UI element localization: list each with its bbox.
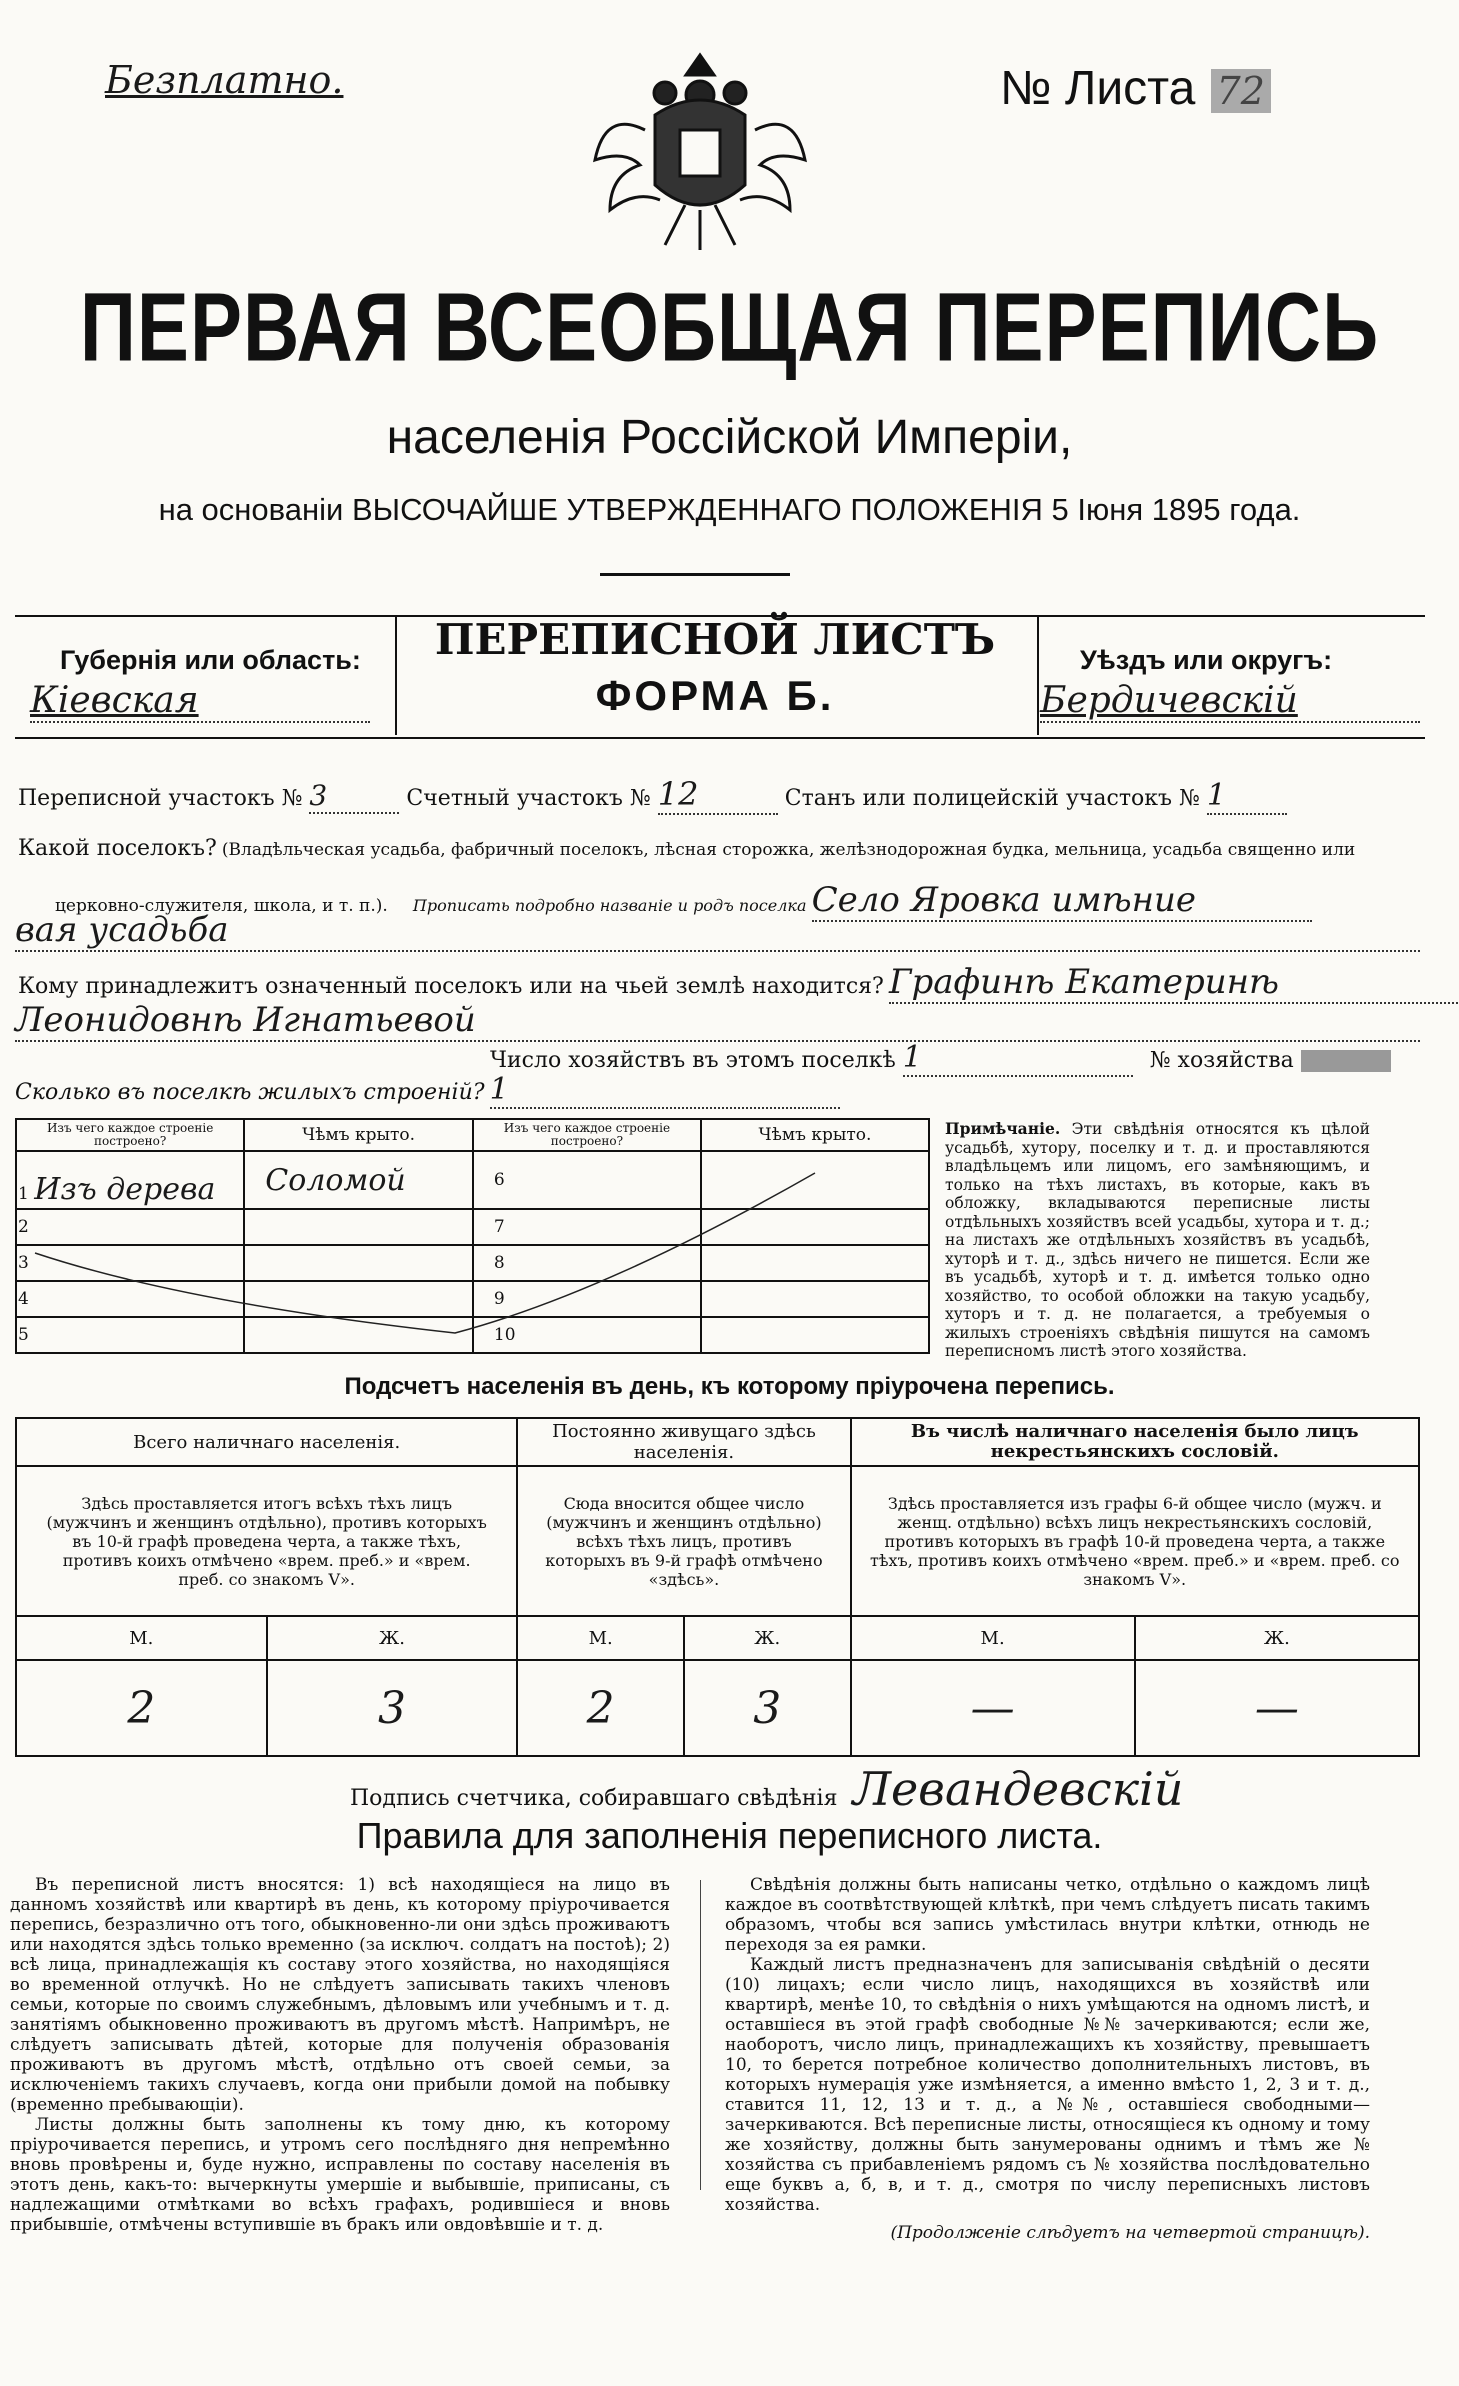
stan-value: 1: [1207, 778, 1287, 815]
census-area-line: [18, 775, 1418, 815]
imperial-eagle-emblem: [585, 35, 815, 265]
count-area-value: 12: [658, 775, 778, 815]
owner-value-1: Графинѣ Екатеринѣ: [889, 962, 1459, 1004]
value-cell: 3: [267, 1660, 518, 1756]
buildings-value: 1: [490, 1072, 840, 1109]
divider: [600, 573, 790, 576]
buildings-label: Сколько въ поселкѣ жилыхъ строеній?: [15, 1080, 485, 1105]
note-text: Эти свѣдѣнія относятся къ цѣлой усадьбѣ, хутору, поселку и т. д. и проставляются владѣльцемъ или лицомъ, его замѣняющимъ, и только на тѣхъ листахъ, въ которые, какъ въ обложку, вкладываются переписные листы отдѣльныхъ хозяйствъ всей усадьбы, хутора и т. д.; на листахъ же отдѣльныхъ хозяйствъ въ усадьбѣ, хуторѣ и т. д., здѣсь ничего не пишется. Если же въ усадьбѣ, хуторѣ и т. д. имѣется только одно хозяйство, то особой обложки на такую усадьбу, хуторъ и т. д. не полагается, а требуемыя о жилыхъ строеніяхъ свѣдѣнія пишутся на самомъ переписномъ листѣ этого хозяйства.: [945, 1120, 1370, 1360]
census-subtitle: населенія Россійской Имперіи,: [386, 411, 1073, 464]
m-label: М.: [16, 1616, 267, 1660]
col-c-title: Въ числѣ наличнаго населенія было лицъ некрестьянскихъ сословій.: [851, 1418, 1419, 1466]
signature-line: [350, 1762, 1183, 1816]
settlement-hint: (Владѣльческая усадьба, фабричный поселокъ, лѣсная сторожка, желѣзнодорожная будка, мельница, усадьба священно или: [221, 840, 1356, 860]
col-roof: Чѣмъ крыто.: [244, 1119, 473, 1151]
col-a-title: Всего наличнаго населенія.: [16, 1418, 517, 1466]
f-label: Ж.: [684, 1616, 851, 1660]
value-cell: —: [851, 1660, 1135, 1756]
province-label: Губернія или область:: [60, 645, 361, 675]
value-cell: 2: [16, 1660, 267, 1756]
owner-value-2: Леонидовнѣ Игнатьевой: [15, 1000, 1420, 1042]
signature-label: Подпись счетчика, собиравшаго свѣдѣнія: [350, 1786, 838, 1811]
note-label: Примѣчаніе.: [945, 1119, 1061, 1138]
province-value: Кіевская: [30, 680, 370, 723]
households-value: 1: [903, 1040, 1133, 1077]
household-no-label: № хозяйства: [1149, 1048, 1294, 1073]
value-cell: 2: [517, 1660, 684, 1756]
census-area-value: 3: [309, 779, 399, 814]
census-area-label: Переписной участокъ №: [18, 786, 303, 811]
settlement-label: Какой поселокъ?: [18, 836, 217, 861]
value-cell: —: [1135, 1660, 1419, 1756]
sheet-number-label: № Листа: [1000, 62, 1196, 115]
f-label: Ж.: [267, 1616, 518, 1660]
table-row: 3: [16, 1245, 244, 1281]
table-row: 1 Изъ дерева: [16, 1151, 244, 1209]
owner-line: [18, 962, 1438, 1004]
population-table: [15, 1417, 1420, 1757]
rules-left-p1: Въ переписной листъ вносятся: 1) всѣ находящіеся на лицо въ данномъ хозяйствѣ или квартирѣ въ день, къ которому пріурочивается перепись, безразлично отъ того, обыкновенно-ли они здѣсь проживаютъ или находятся здѣсь только временно (за исключ. солдатъ на постоѣ); 2) всѣ лица, принадлежащія къ составу этого хозяйства, но находящіяся во временной отлучкѣ. Но не слѣдуетъ записывать такихъ членовъ семьи, которые по своимъ служебнымъ, дѣловымъ или учебнымъ и т. д. занятіямъ обыкновенно проживаютъ въ другомъ мѣстѣ. Напримѣръ, не слѣдуетъ записывать дѣтей, которые для полученія образованія проживаютъ въ другомъ мѣстѣ, отдѣльно отъ своей семьи, за исключеніемъ такихъ случаевъ, когда они прибыли домой на побывку (временно пребывающіи).: [10, 1875, 670, 2115]
rules-continued: (Продолженіе слѣдуетъ на четвертой страницѣ).: [890, 2223, 1370, 2243]
m-label: М.: [851, 1616, 1135, 1660]
value-cell: 3: [684, 1660, 851, 1756]
roof-value: Соломой: [244, 1151, 473, 1209]
census-basis: на основаніи ВЫСОЧАЙШЕ УТВЕРЖДЕННАГО ПОЛОЖЕНІЯ 5 Іюня 1895 года.: [158, 492, 1301, 527]
form-name: ФОРМА Б.: [595, 672, 835, 719]
sheet-number: [1000, 60, 1271, 116]
signature-value: Левандевскій: [852, 1762, 1184, 1816]
col-c-text: Здѣсь проставляется изъ графы 6-й общее число (мужч. и женщ. отдѣльно) всѣхъ лицъ некрестьянскихъ сословій, противъ которыхъ въ графѣ 10-й проведена черта, а также тѣхъ, противъ коихъ отмѣчено «врем. преб.» и «врем. преб. со знакомъ V».: [851, 1466, 1419, 1616]
owner-label: Кому принадлежитъ означенный поселокъ или на чьей землѣ находится?: [18, 974, 884, 999]
buildings-line: [15, 1072, 840, 1109]
settlement-value-2: вая усадьба: [15, 910, 1420, 952]
rules-divider: [700, 1880, 701, 2190]
table-row: 7: [473, 1209, 701, 1245]
strike-through-lines: [15, 1118, 930, 1354]
population-heading: Подсчетъ населенія въ день, къ которому пріурочена перепись.: [344, 1373, 1115, 1400]
table-row: 8: [473, 1245, 701, 1281]
material-value: Изъ дерева: [34, 1172, 216, 1208]
rules-right-p2: Каждый листъ предназначенъ для записыванія свѣдѣній о десяти (10) лицахъ; если число лицъ, находящихся въ хозяйствѣ или квартирѣ, менѣе 10, то свѣдѣнія о нихъ умѣщаются на одномъ листѣ, и оставшіеся въ этой графѣ свободные №№ зачеркиваются; если же, наоборотъ, число лицъ, принадлежащихъ къ хозяйству, превышаетъ 10, то берется потребное количество дополнительныхъ листовъ, въ которыхъ нумерація уже измѣняется, а именно вмѣсто 1, 2, 3 и т. д., ставится 11, 12, 13 и т. д., а №№, оставшіеся свободными—зачеркиваются. Всѣ переписные листы, относящіеся къ одному и тому же хозяйству, должны быть занумерованы однимъ и тѣмъ же № хозяйства съ прибавленіемъ рядомъ съ № хозяйства послѣдовательно еще буквъ а, б, в, и т. д., смотря по числу переписныхъ листовъ хозяйства.: [725, 1955, 1370, 2215]
rules-right-p1: Свѣдѣнія должны быть написаны четко, отдѣльно о каждомъ лицѣ каждое въ соотвѣтствующей клѣткѣ, при чемъ слѣдуетъ писать такимъ образомъ, чтобы вся запись умѣстилась внутри клѣтки, отнюдь не переходя за ея рамки.: [725, 1875, 1370, 1955]
col-b-title: Постоянно живущаго здѣсь населенія.: [517, 1418, 850, 1466]
census-title: ПЕРВАЯ ВСЕОБЩАЯ ПЕРЕПИСЬ: [79, 271, 1380, 382]
district-label: Уѣздъ или округъ:: [1080, 645, 1333, 675]
table-row: 5: [16, 1317, 244, 1353]
rules-left-p2: Листы должны быть заполнены къ тому дню, къ которому пріурочивается перепись, и утромъ сего послѣдняго дня непремѣнно вновь провѣрены и, буде нужно, исправлены по составу населенія въ этотъ день, какъ-то: вычеркнуты умершіе и выбывшіе, приписаны, съ надлежащими отмѣтками во всѣхъ графахъ, родившіеся и вновь прибывшіе, отмѣчены вступившіе въ бракъ или овдовѣвшіе и т. д.: [10, 2115, 670, 2235]
table-row: 4: [16, 1281, 244, 1317]
note-block: [945, 1120, 1370, 1361]
sheet-number-value: 72: [1211, 69, 1271, 113]
count-area-label: Счетный участокъ №: [406, 786, 651, 811]
stan-label: Станъ или полицейскій участокъ №: [784, 786, 1200, 811]
col-b-text: Сюда вносится общее число (мужчинъ и женщинъ отдѣльно) всѣхъ тѣхъ лицъ, противъ которыхъ въ 9-й графѣ отмѣчено «здѣсь».: [517, 1466, 850, 1616]
free-label: Безплатно.: [105, 58, 344, 102]
settlement-instruction: Прописать подробно названіе и родъ поселка: [412, 896, 807, 915]
rules-right: [725, 1875, 1370, 2243]
f-label: Ж.: [1135, 1616, 1419, 1660]
m-label: М.: [517, 1616, 684, 1660]
table-row: 6: [473, 1151, 701, 1209]
settlement-value-1: Село Яровка имѣние: [812, 880, 1312, 922]
table-row: 9: [473, 1281, 701, 1317]
sheet-title: ПЕРЕПИСНОЙ ЛИСТЪ: [434, 615, 996, 664]
table-row: 2: [16, 1209, 244, 1245]
col-material-2: Изъ чего каждое строеніе построено?: [473, 1119, 701, 1151]
table-row: 10: [473, 1317, 701, 1353]
district-value: Бердичевскій: [1040, 680, 1420, 723]
col-a-text: Здѣсь проставляется итогъ всѣхъ тѣхъ лицъ (мужчинъ и женщинъ отдѣльно), противъ которыхъ въ 10-й графѣ проведена черта, а также тѣхъ, противъ коихъ отмѣчено «врем. преб.» и «врем. преб. со знакомъ V».: [16, 1466, 517, 1616]
households-label: Число хозяйствъ въ этомъ поселкѣ: [490, 1048, 896, 1073]
rules-title: Правила для заполненія переписного листа.: [356, 1815, 1103, 1856]
settlement-hint-2: церковно-служителя, школа, и т. п.).: [55, 896, 388, 916]
col-roof-2: Чѣмъ крыто.: [701, 1119, 929, 1151]
settlement-line: [18, 836, 1438, 861]
household-no-value-redacted: [1301, 1050, 1391, 1072]
rules-left: [10, 1875, 670, 2235]
col-material: Изъ чего каждое строеніе построено?: [16, 1119, 244, 1151]
